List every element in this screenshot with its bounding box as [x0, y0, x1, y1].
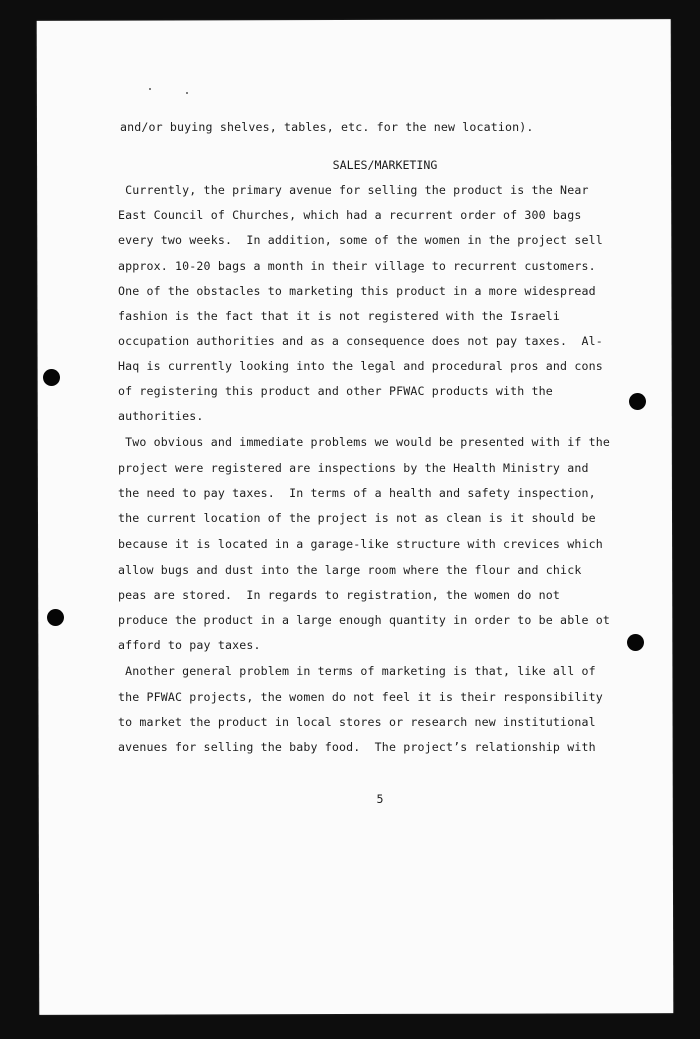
paper-speck [149, 88, 151, 90]
section-heading: SALES/MARKETING [332, 158, 438, 172]
body-line: Another general problem in terms of marketing is that, like all of [118, 664, 596, 678]
body-line: Currently, the primary avenue for selling the product is the Near [118, 183, 589, 197]
body-line: the PFWAC projects, the women do not feel it is their responsibility [118, 690, 603, 704]
body-line: Two obvious and immediate problems we would be presented with if the [118, 435, 610, 449]
body-line: avenues for selling the baby food. The project’s relationship with [118, 740, 596, 754]
body-line: every two weeks. In addition, some of the women in the project sell [118, 233, 603, 247]
body-line: fashion is the fact that it is not registered with the Israeli [118, 309, 561, 323]
body-line: East Council of Churches, which had a recurrent order of 300 bags [118, 208, 582, 222]
body-line: One of the obstacles to marketing this product in a more widespread [118, 284, 596, 298]
body-line: the current location of the project is not as clean is it should be [118, 511, 596, 525]
paper-speck [186, 92, 188, 94]
body-line: approx. 10-20 bags a month in their village to recurrent customers. [118, 259, 596, 273]
punch-hole-right-lower [627, 634, 644, 651]
punch-hole-left-upper [43, 369, 60, 386]
body-line: of registering this product and other PFWAC products with the [118, 384, 553, 398]
body-line: because it is located in a garage-like structure with crevices which [118, 537, 603, 551]
body-line: to market the product in local stores or research new institutional [118, 715, 596, 729]
intro-line: and/or buying shelves, tables, etc. for the new location). [120, 120, 534, 134]
body-line: allow bugs and dust into the large room where the flour and chick [118, 563, 582, 577]
body-line: Haq is currently looking into the legal and procedural pros and cons [118, 359, 603, 373]
body-line: produce the product in a large enough quantity in order to be able ot [118, 613, 610, 627]
body-line: afford to pay taxes. [118, 638, 261, 652]
body-line: the need to pay taxes. In terms of a health and safety inspection, [118, 486, 596, 500]
punch-hole-left-lower [47, 609, 64, 626]
punch-hole-right-upper [629, 393, 646, 410]
body-line: peas are stored. In regards to registration, the women do not [118, 588, 561, 602]
body-line: authorities. [118, 409, 204, 423]
page-number: 5 [376, 792, 384, 806]
body-line: project were registered are inspections by the Health Ministry and [118, 461, 589, 475]
body-line: occupation authorities and as a consequence does not pay taxes. Al- [118, 334, 603, 348]
